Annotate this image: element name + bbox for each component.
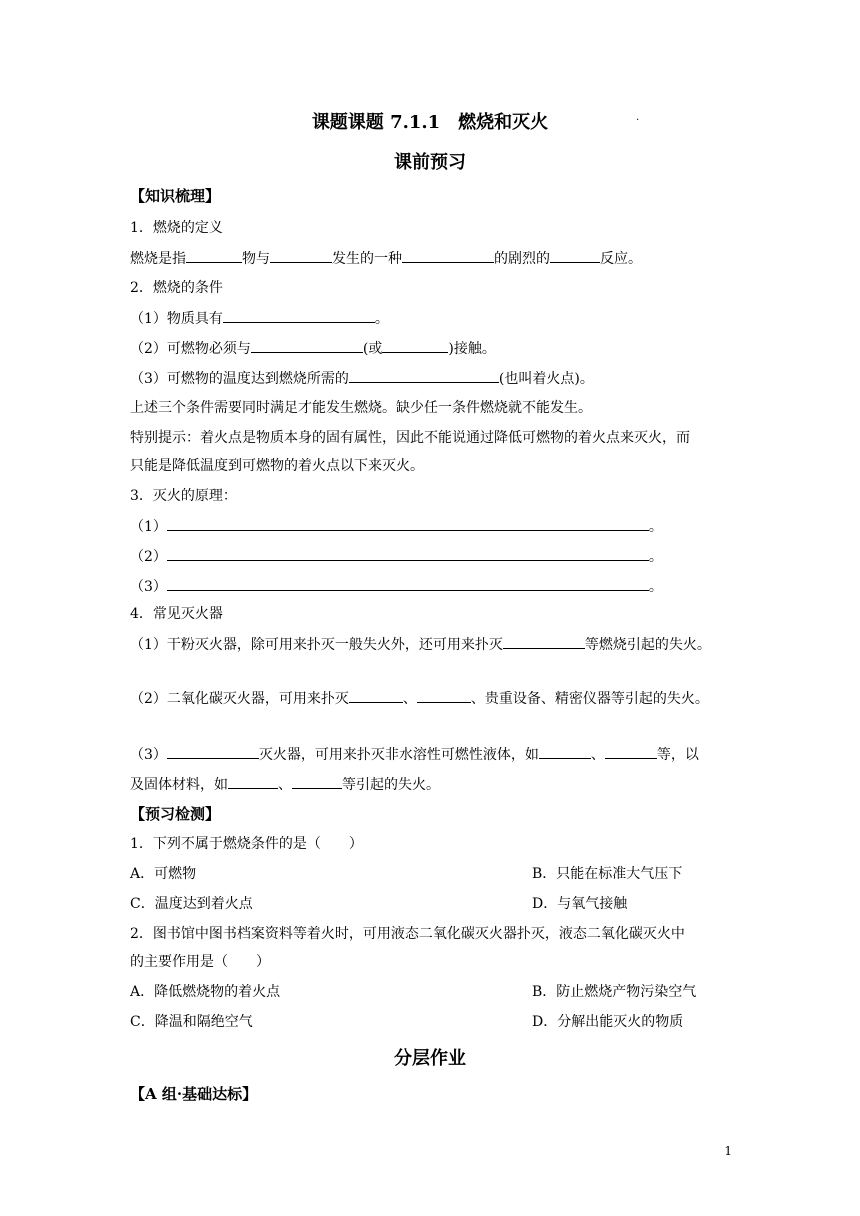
q1-option-a[interactable]: A．可燃物 (130, 866, 197, 882)
q1-options-row-2 (130, 894, 628, 914)
answer-blank[interactable] (228, 774, 278, 789)
check-header: 【预习检测】 (130, 805, 221, 823)
answer-blank[interactable] (167, 516, 649, 531)
q2-option-b[interactable]: B．防止燃烧产物污染空气 (532, 984, 697, 1000)
knowledge-header: 【知识梳理】 (130, 187, 221, 205)
k4-item-1: （1）干粉灭火器，除可用来扑灭一般失火外，还可用来扑灭 等燃烧引起的失火。 (130, 634, 711, 655)
k1-definition: 燃烧是指 物与 发生的一种 的剧烈的 反应。 (130, 248, 642, 269)
answer-blank[interactable] (167, 744, 259, 759)
section-title-preview: 课前预习 (394, 152, 466, 173)
k2-item-3: （3）可燃物的温度达到燃烧所需的 (也叫着火点)。 (130, 368, 594, 389)
q2-options-row-2 (130, 1012, 684, 1032)
answer-blank[interactable] (382, 338, 448, 353)
answer-blank[interactable] (270, 248, 332, 263)
answer-blank[interactable] (167, 576, 649, 591)
k3-title: 3．灭火的原理： (130, 488, 237, 504)
k4-item-2: （2）二氧化碳灭火器，可用来扑灭 、 、贵重设备、精密仪器等引起的失火。 (130, 688, 709, 709)
answer-blank[interactable] (605, 744, 657, 759)
k4-title: 4．常见灭火器 (130, 606, 223, 622)
k2-title: 2．燃烧的条件 (130, 280, 223, 296)
q1-options-row-1 (130, 864, 683, 884)
answer-blank[interactable] (167, 546, 649, 561)
question-1: 1．下列不属于燃烧条件的是（ ） (130, 836, 363, 852)
q1-option-b[interactable]: B．只能在标准大气压下 (532, 866, 683, 882)
answer-blank[interactable] (251, 338, 363, 353)
homework-title: 分层作业 (394, 1048, 466, 1069)
k2-item-1: （1）物质具有 。 (130, 308, 389, 329)
answer-blank[interactable] (186, 248, 242, 263)
answer-blank[interactable] (223, 308, 375, 323)
question-2-line-1: 2．图书馆中图书档案资料等着火时，可用液态二氧化碳灭火器扑灭，液态二氧化碳灭火中 (130, 926, 685, 942)
k4-item-3-cont: 及固体材料，如 、 等引起的失火。 (130, 774, 440, 795)
question-2-line-2: 的主要作用是（ ） (130, 954, 270, 970)
k2-note: 上述三个条件需要同时满足才能发生燃烧。缺少任一条件燃烧就不能发生。 (130, 400, 592, 416)
k3-item-2: （2） 。 (130, 546, 663, 567)
k1-title: 1．燃烧的定义 (130, 220, 223, 236)
document-title: 课题课题 7.1.1 燃烧和灭火 (311, 112, 549, 133)
k3-item-3: （3） 。 (130, 576, 663, 597)
answer-blank[interactable] (292, 774, 342, 789)
page-number: 1 (724, 1144, 732, 1158)
answer-blank[interactable] (349, 368, 499, 383)
k4-item-3: （3） 灭火器，可用来扑灭非水溶性可燃性液体，如 、 等，以 (130, 744, 699, 765)
group-a-header: 【A 组·基础达标】 (130, 1085, 258, 1103)
q1-option-d[interactable]: D．与氧气接触 (532, 896, 628, 912)
answer-blank[interactable] (503, 634, 585, 649)
answer-blank[interactable] (402, 248, 494, 263)
k2-tip-line-2: 只能是降低温度到可燃物的着火点以下来灭火。 (130, 458, 424, 474)
k3-item-1: （1） 。 (130, 516, 663, 537)
k2-tip-line-1: 特别提示：着火点是物质本身的固有属性，因此不能说通过降低可燃物的着火点来灭火，而 (130, 430, 690, 446)
q2-option-a[interactable]: A．降低燃烧物的着火点 (130, 984, 281, 1000)
answer-blank[interactable] (539, 744, 591, 759)
q2-options-row-1 (130, 982, 697, 1002)
stray-dot: . (636, 112, 640, 123)
q1-option-c[interactable]: C．温度达到着火点 (130, 896, 253, 912)
answer-blank[interactable] (550, 248, 600, 263)
q2-option-d[interactable]: D．分解出能灭火的物质 (532, 1014, 684, 1030)
k2-item-2: （2）可燃物必须与 (或 )接触。 (130, 338, 496, 359)
q2-option-c[interactable]: C．降温和隔绝空气 (130, 1014, 253, 1030)
answer-blank[interactable] (349, 688, 403, 703)
answer-blank[interactable] (417, 688, 471, 703)
